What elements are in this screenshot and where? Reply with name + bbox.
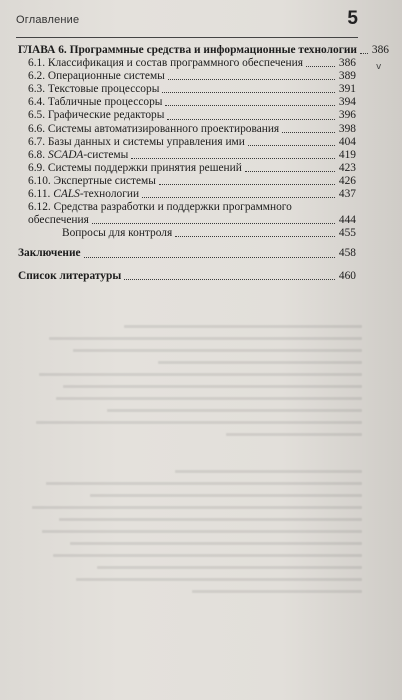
leader-dots (248, 145, 335, 146)
toc-entry (18, 175, 356, 188)
leader-dots (167, 119, 335, 120)
leader-dots (162, 92, 335, 93)
table-of-contents (18, 44, 389, 283)
toc-entry (18, 214, 356, 227)
toc-entry (18, 188, 356, 201)
toc-page-number: 437 (338, 188, 356, 201)
running-header-title: Оглавление (16, 14, 80, 26)
toc-page-number: 404 (338, 135, 356, 148)
toc-page-number: 455 (338, 227, 356, 240)
toc-entry-title: 6.9. Системы поддержки принятия решений (28, 161, 242, 174)
toc-entry-title: Вопросы для контроля (62, 227, 173, 240)
toc-conclusion-entry (18, 247, 356, 260)
toc-entry (18, 96, 356, 109)
toc-entry (18, 70, 356, 83)
toc-entry (18, 83, 356, 96)
toc-page-number: 396 (338, 109, 356, 122)
toc-entry (18, 57, 356, 70)
toc-page-number: 386 (371, 44, 389, 56)
toc-page-number: 423 (338, 161, 356, 174)
toc-page-number: 389 (338, 70, 356, 83)
toc-entry-title: Заключение (18, 247, 81, 260)
toc-page-number: 426 (338, 174, 356, 187)
leader-dots (124, 279, 335, 280)
toc-entry-title: 6.11. CALS-технологии (28, 188, 140, 201)
leader-dots (360, 53, 368, 54)
leader-dots (84, 257, 335, 258)
toc-questions-entry (18, 227, 356, 240)
leader-dots (92, 223, 335, 224)
toc-page-number: 444 (338, 214, 356, 227)
toc-entry-title: Список литературы (18, 269, 122, 282)
margin-mark: v (376, 62, 382, 72)
leader-dots (175, 236, 335, 237)
bleed-through-text (22, 325, 362, 685)
toc-page-number: 419 (338, 148, 356, 161)
toc-entry-title: 6.10. Экспертные системы (28, 174, 156, 187)
toc-entry-title: 6.3. Текстовые процессоры (28, 83, 160, 96)
chapter-title: Программные средства и информационные технологии (69, 44, 357, 56)
toc-entry-title: 6.2. Операционные системы (28, 70, 165, 83)
leader-dots (168, 79, 335, 80)
leader-dots (142, 197, 335, 198)
toc-page-number: 398 (338, 122, 356, 135)
leader-dots (245, 171, 335, 172)
leader-dots (159, 184, 335, 185)
toc-entry-title: 6.7. Базы данных и системы управления ими (28, 135, 245, 148)
toc-entry (18, 123, 356, 136)
toc-bibliography-entry (18, 270, 356, 283)
toc-page-number: 460 (338, 269, 356, 282)
toc-chapter-entry (18, 44, 389, 57)
leader-dots (282, 132, 335, 133)
toc-page-number: 386 (338, 57, 356, 70)
toc-entry (18, 149, 356, 162)
page-number: 5 (347, 8, 358, 29)
toc-entry (18, 162, 356, 175)
toc-entry-title-line1: 6.12. Средства разработки и поддержки программного (28, 201, 292, 214)
toc-entry-title-line2: обеспечения (28, 214, 89, 227)
toc-page-number: 394 (338, 96, 356, 109)
toc-entry-title: 6.1. Классификация и состав программного обеспечения (28, 57, 303, 70)
toc-entry-title: 6.4. Табличные процессоры (28, 96, 163, 109)
toc-entry-title: 6.8. SCADA-системы (28, 148, 129, 161)
leader-dots (131, 158, 335, 159)
toc-entry-title: 6.5. Графические редакторы (28, 109, 165, 122)
toc-entry (18, 136, 356, 149)
leader-dots (306, 66, 335, 67)
toc-entry (18, 109, 356, 122)
chapter-label: ГЛАВА 6. (18, 44, 67, 56)
running-header (16, 10, 358, 32)
leader-dots (165, 105, 335, 106)
toc-page-number: 458 (338, 247, 356, 260)
toc-entry-title: 6.6. Системы автоматизированного проектирования (28, 122, 280, 135)
header-divider (16, 37, 358, 38)
toc-page-number: 391 (338, 83, 356, 96)
